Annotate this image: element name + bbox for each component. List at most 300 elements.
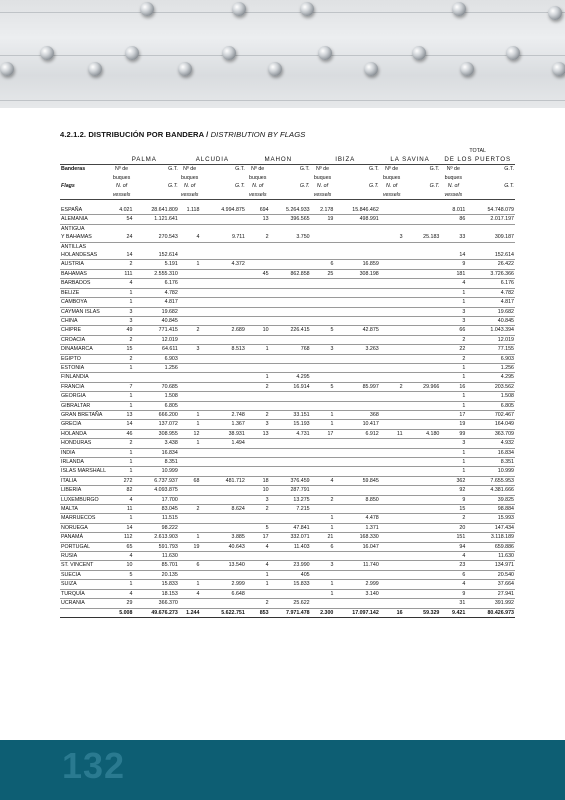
vessels-count: 31 bbox=[440, 599, 466, 608]
rivet-icon bbox=[318, 46, 332, 60]
section-title-es: 4.2.1.2. DISTRIBUCIÓN POR BANDERA / bbox=[60, 130, 209, 139]
vessels-count: 1 bbox=[311, 514, 335, 523]
gross-tonnage: 768 bbox=[270, 345, 311, 354]
vessels-count: 1.118 bbox=[179, 206, 201, 215]
total-value: 16 bbox=[380, 608, 404, 617]
gross-tonnage: 702.467 bbox=[466, 410, 515, 419]
table-row bbox=[60, 363, 515, 372]
gross-tonnage bbox=[270, 439, 311, 448]
gross-tonnage: 83.045 bbox=[133, 505, 178, 514]
vessels-count: 6 bbox=[311, 260, 335, 269]
vessels-count: 1 bbox=[440, 288, 466, 297]
gt-col-label-en: G.T. bbox=[429, 183, 440, 190]
gross-tonnage: 4.994.875 bbox=[200, 206, 245, 215]
gross-tonnage bbox=[270, 224, 311, 233]
vessels-count bbox=[380, 589, 404, 598]
vessels-count: 1 bbox=[440, 363, 466, 372]
gross-tonnage: 137.072 bbox=[133, 420, 178, 429]
vessels-count: 10 bbox=[246, 326, 270, 335]
vessels-count bbox=[440, 242, 466, 251]
vessels-count: 3 bbox=[440, 439, 466, 448]
gross-tonnage: 10.999 bbox=[466, 467, 515, 476]
gross-tonnage: 13.275 bbox=[270, 495, 311, 504]
vessels-count bbox=[179, 514, 201, 523]
table-row bbox=[60, 467, 515, 476]
gross-tonnage: 405 bbox=[270, 570, 311, 579]
gross-tonnage: 2.748 bbox=[200, 410, 245, 419]
vessels-count bbox=[380, 467, 404, 476]
vessels-count: 17 bbox=[440, 410, 466, 419]
vessels-count bbox=[380, 224, 404, 233]
vessels-count bbox=[179, 363, 201, 372]
flag-name: FINLANDIA bbox=[60, 373, 110, 382]
vessels-count: 1 bbox=[311, 410, 335, 419]
vessels-count bbox=[110, 224, 134, 233]
vessels-count: 19 bbox=[440, 420, 466, 429]
gross-tonnage: 152.614 bbox=[133, 251, 178, 260]
table-row bbox=[60, 354, 515, 363]
vessels-count: 1 bbox=[440, 401, 466, 410]
gross-tonnage bbox=[200, 373, 245, 382]
gross-tonnage: 20.135 bbox=[133, 570, 178, 579]
total-value: 5.622.751 bbox=[200, 608, 245, 617]
gross-tonnage: 332.071 bbox=[270, 533, 311, 542]
vessels-count: 29 bbox=[110, 599, 134, 608]
gross-tonnage: 7.655.953 bbox=[466, 476, 515, 485]
gross-tonnage: 6.903 bbox=[133, 354, 178, 363]
vessels-col-label-en: vessels bbox=[380, 191, 404, 200]
table-row bbox=[60, 542, 515, 551]
vessels-count: 46 bbox=[110, 429, 134, 438]
vessels-count bbox=[311, 392, 335, 401]
vessels-count: 4 bbox=[246, 561, 270, 570]
gross-tonnage: 25.183 bbox=[404, 233, 441, 242]
rivet-icon bbox=[88, 62, 102, 76]
gross-tonnage bbox=[200, 335, 245, 344]
gt-col-spacer bbox=[133, 191, 178, 200]
gross-tonnage: 27.941 bbox=[466, 589, 515, 598]
rivet-icon bbox=[548, 6, 562, 20]
vessels-count bbox=[380, 458, 404, 467]
gross-tonnage bbox=[200, 354, 245, 363]
rivet-icon bbox=[300, 2, 314, 16]
gross-tonnage: 287.791 bbox=[270, 486, 311, 495]
gross-tonnage: 8.351 bbox=[133, 458, 178, 467]
vessels-count: 16 bbox=[440, 382, 466, 391]
flag-name: ITALIA bbox=[60, 476, 110, 485]
gt-col-label-en: G.T. bbox=[504, 183, 514, 190]
table-row bbox=[60, 476, 515, 485]
vessels-count: 272 bbox=[110, 476, 134, 485]
panel-seam bbox=[0, 55, 565, 56]
gross-tonnage bbox=[404, 410, 441, 419]
table-row bbox=[60, 599, 515, 608]
gross-tonnage bbox=[200, 401, 245, 410]
vessels-count bbox=[246, 439, 270, 448]
gross-tonnage: 19.682 bbox=[133, 307, 178, 316]
vessels-count: 20 bbox=[440, 523, 466, 532]
gross-tonnage: 1.508 bbox=[466, 392, 515, 401]
vessels-count bbox=[380, 269, 404, 278]
gross-tonnage bbox=[270, 298, 311, 307]
vessels-count: 1 bbox=[179, 439, 201, 448]
gross-tonnage bbox=[270, 251, 311, 260]
gross-tonnage: 10.999 bbox=[133, 467, 178, 476]
gross-tonnage bbox=[133, 242, 178, 251]
vessels-count bbox=[179, 224, 201, 233]
gross-tonnage: 1.121.641 bbox=[133, 215, 178, 224]
vessels-count bbox=[380, 514, 404, 523]
gt-col-label: G.T. bbox=[504, 166, 514, 173]
vessels-count: 5 bbox=[110, 570, 134, 579]
total-value: 59.329 bbox=[404, 608, 441, 617]
gt-col-spacer bbox=[466, 174, 515, 182]
gross-tonnage: 6.912 bbox=[334, 429, 379, 438]
vessels-count: 2 bbox=[246, 505, 270, 514]
gt-col-spacer bbox=[404, 174, 441, 182]
gross-tonnage: 2.555.310 bbox=[133, 269, 178, 278]
vessels-count: 2 bbox=[110, 260, 134, 269]
vessels-count: 19 bbox=[179, 542, 201, 551]
vessels-count bbox=[311, 316, 335, 325]
gross-tonnage bbox=[200, 269, 245, 278]
section-title-en: DISTRIBUTION BY FLAGS bbox=[210, 130, 306, 139]
gross-tonnage bbox=[404, 316, 441, 325]
vessels-count: 11 bbox=[380, 429, 404, 438]
vessels-count bbox=[179, 382, 201, 391]
gross-tonnage: 7.215 bbox=[270, 505, 311, 514]
gross-tonnage: 8.351 bbox=[466, 458, 515, 467]
gross-tonnage: 6.737.937 bbox=[133, 476, 178, 485]
gross-tonnage bbox=[404, 467, 441, 476]
vessels-count: 19 bbox=[311, 215, 335, 224]
flag-name: GIBRALTAR bbox=[60, 401, 110, 410]
vessels-count bbox=[311, 354, 335, 363]
gross-tonnage: 33.151 bbox=[270, 410, 311, 419]
panel-seam bbox=[0, 12, 565, 13]
gross-tonnage: 11.403 bbox=[270, 542, 311, 551]
vessels-count: 9 bbox=[440, 589, 466, 598]
gross-tonnage bbox=[404, 495, 441, 504]
table-row bbox=[60, 316, 515, 325]
gross-tonnage: 6.648 bbox=[200, 589, 245, 598]
port-header-palma: PALMA bbox=[131, 156, 157, 163]
vessels-count: 92 bbox=[440, 486, 466, 495]
vessels-count: 2 bbox=[246, 410, 270, 419]
vessels-count: 362 bbox=[440, 476, 466, 485]
vessels-count: 9 bbox=[440, 495, 466, 504]
vessels-count bbox=[179, 448, 201, 457]
gross-tonnage bbox=[404, 307, 441, 316]
vessels-count bbox=[110, 242, 134, 251]
vessels-count bbox=[380, 580, 404, 589]
gross-tonnage bbox=[200, 523, 245, 532]
gross-tonnage bbox=[404, 439, 441, 448]
gross-tonnage: 4.817 bbox=[466, 298, 515, 307]
vessels-count: 4 bbox=[110, 552, 134, 561]
gross-tonnage bbox=[404, 514, 441, 523]
table-row bbox=[60, 335, 515, 344]
gross-tonnage: 363.709 bbox=[466, 429, 515, 438]
flag-name: BAHAMAS bbox=[60, 269, 110, 278]
gross-tonnage: 38.931 bbox=[200, 429, 245, 438]
vessels-count bbox=[311, 224, 335, 233]
vessels-count bbox=[380, 215, 404, 224]
total-value: 80.426.973 bbox=[466, 608, 515, 617]
gross-tonnage bbox=[334, 448, 379, 457]
gross-tonnage: 8.513 bbox=[200, 345, 245, 354]
riveted-metal-banner bbox=[0, 0, 565, 108]
port-header-la-savina: LA SAVINA bbox=[390, 156, 430, 163]
gross-tonnage: 270.543 bbox=[133, 233, 178, 242]
gross-tonnage bbox=[334, 373, 379, 382]
total-row bbox=[60, 608, 515, 617]
gross-tonnage: 37.664 bbox=[466, 580, 515, 589]
gross-tonnage bbox=[404, 298, 441, 307]
gross-tonnage bbox=[270, 242, 311, 251]
gross-tonnage: 98.884 bbox=[466, 505, 515, 514]
vessels-count: 2.178 bbox=[311, 206, 335, 215]
vessels-col-label-en: N. of bbox=[447, 183, 459, 190]
vessels-count: 2 bbox=[110, 335, 134, 344]
vessels-count: 2 bbox=[380, 382, 404, 391]
gross-tonnage bbox=[404, 458, 441, 467]
vessels-count: 694 bbox=[246, 206, 270, 215]
vessels-count: 3 bbox=[246, 495, 270, 504]
vessels-col-label: buques bbox=[444, 174, 463, 181]
gross-tonnage: 19.682 bbox=[466, 307, 515, 316]
vessels-count bbox=[380, 307, 404, 316]
vessels-count bbox=[246, 242, 270, 251]
vessels-count: 15 bbox=[110, 345, 134, 354]
flag-name: SUECIA bbox=[60, 570, 110, 579]
gross-tonnage: 40.845 bbox=[466, 316, 515, 325]
gross-tonnage: 308.198 bbox=[334, 269, 379, 278]
flag-name: RUSIA bbox=[60, 552, 110, 561]
rivet-icon bbox=[178, 62, 192, 76]
gross-tonnage: 3.750 bbox=[270, 233, 311, 242]
gross-tonnage: 64.611 bbox=[133, 345, 178, 354]
vessels-count: 18 bbox=[246, 476, 270, 485]
gross-tonnage bbox=[200, 467, 245, 476]
gross-tonnage: 29.966 bbox=[404, 382, 441, 391]
flag-name: HONDURAS bbox=[60, 439, 110, 448]
vessels-count bbox=[179, 251, 201, 260]
gross-tonnage: 2.999 bbox=[334, 580, 379, 589]
vessels-count bbox=[380, 242, 404, 251]
vessels-count: 21 bbox=[311, 533, 335, 542]
gross-tonnage: 54.748.079 bbox=[466, 206, 515, 215]
table-row bbox=[60, 206, 515, 215]
vessels-count bbox=[179, 307, 201, 316]
flag-name: EGIPTO bbox=[60, 354, 110, 363]
rivet-icon bbox=[232, 2, 246, 16]
vessels-count: 2 bbox=[440, 354, 466, 363]
gross-tonnage: 376.459 bbox=[270, 476, 311, 485]
gross-tonnage: 4.782 bbox=[133, 288, 178, 297]
vessels-count: 1 bbox=[246, 345, 270, 354]
vessels-count bbox=[380, 552, 404, 561]
vessels-col-label-en: N. of bbox=[115, 183, 128, 190]
vessels-count: 3 bbox=[179, 345, 201, 354]
gross-tonnage: 25.622 bbox=[270, 599, 311, 608]
gross-tonnage: 4.093.875 bbox=[133, 486, 178, 495]
vessels-count: 14 bbox=[110, 251, 134, 260]
table-row bbox=[60, 307, 515, 316]
vessels-count bbox=[440, 224, 466, 233]
gross-tonnage bbox=[404, 354, 441, 363]
gross-tonnage bbox=[404, 561, 441, 570]
table-row bbox=[60, 439, 515, 448]
vessels-count: 13 bbox=[246, 215, 270, 224]
gross-tonnage: 8.850 bbox=[334, 495, 379, 504]
gross-tonnage bbox=[404, 420, 441, 429]
vessels-count: 2 bbox=[179, 326, 201, 335]
vessels-count bbox=[179, 215, 201, 224]
gross-tonnage: 6.176 bbox=[466, 279, 515, 288]
gt-col-label: G.T. bbox=[299, 166, 310, 173]
gt-col-spacer bbox=[200, 174, 245, 182]
vessels-count bbox=[380, 326, 404, 335]
vessels-count: 1 bbox=[440, 467, 466, 476]
vessels-count bbox=[311, 233, 335, 242]
gross-tonnage: 70.685 bbox=[133, 382, 178, 391]
table-row bbox=[60, 233, 515, 242]
flag-name: ANTILLAS bbox=[61, 243, 87, 250]
gross-tonnage: 366.370 bbox=[133, 599, 178, 608]
vessels-count: 5 bbox=[311, 326, 335, 335]
table-row bbox=[60, 298, 515, 307]
vessels-count bbox=[246, 316, 270, 325]
gross-tonnage bbox=[200, 298, 245, 307]
vessels-count: 10 bbox=[246, 486, 270, 495]
gross-tonnage: 39.825 bbox=[466, 495, 515, 504]
gross-tonnage: 591.793 bbox=[133, 542, 178, 551]
gross-tonnage: 3.140 bbox=[334, 589, 379, 598]
gross-tonnage bbox=[133, 373, 178, 382]
vessels-count bbox=[246, 458, 270, 467]
gross-tonnage bbox=[334, 307, 379, 316]
gross-tonnage: 1.367 bbox=[200, 420, 245, 429]
gross-tonnage bbox=[404, 599, 441, 608]
gross-tonnage bbox=[404, 580, 441, 589]
vessels-count bbox=[380, 288, 404, 297]
gross-tonnage: 16.914 bbox=[270, 382, 311, 391]
vessels-count bbox=[311, 335, 335, 344]
gross-tonnage: 2.999 bbox=[200, 580, 245, 589]
gross-tonnage bbox=[404, 335, 441, 344]
vessels-count: 4.021 bbox=[110, 206, 134, 215]
table-row bbox=[60, 552, 515, 561]
gross-tonnage: 85.701 bbox=[133, 561, 178, 570]
table-row bbox=[60, 401, 515, 410]
vessels-count bbox=[246, 260, 270, 269]
flag-name: LIBERIA bbox=[60, 486, 110, 495]
vessels-count bbox=[179, 570, 201, 579]
vessels-count bbox=[246, 589, 270, 598]
rivet-icon bbox=[452, 2, 466, 16]
vessels-count: 68 bbox=[179, 476, 201, 485]
vessels-count bbox=[380, 542, 404, 551]
gross-tonnage bbox=[270, 458, 311, 467]
gross-tonnage: 5.191 bbox=[133, 260, 178, 269]
total-value: 5.008 bbox=[110, 608, 134, 617]
vessels-count: 1 bbox=[179, 420, 201, 429]
flag-col-label-es: Banderas bbox=[61, 166, 86, 173]
flag-name: INDIA bbox=[60, 448, 110, 457]
gt-col-label-en: G.T. bbox=[235, 183, 245, 190]
vessels-count: 4 bbox=[110, 495, 134, 504]
vessels-col-label-en: vessels bbox=[246, 191, 270, 200]
vessels-count bbox=[246, 363, 270, 372]
vessels-count: 14 bbox=[110, 420, 134, 429]
gross-tonnage bbox=[334, 298, 379, 307]
vessels-count bbox=[311, 298, 335, 307]
gross-tonnage: 85.997 bbox=[334, 382, 379, 391]
gt-col-spacer bbox=[270, 174, 311, 182]
gt-col-label-en: G.T. bbox=[368, 183, 379, 190]
vessels-count: 17 bbox=[311, 429, 335, 438]
gross-tonnage bbox=[404, 269, 441, 278]
vessels-count: 99 bbox=[440, 429, 466, 438]
page-number: 132 bbox=[62, 745, 126, 786]
gross-tonnage bbox=[404, 206, 441, 215]
vessels-count: 2 bbox=[311, 495, 335, 504]
gross-tonnage: 6.176 bbox=[133, 279, 178, 288]
flag-name: UCRANIA bbox=[60, 599, 110, 608]
gross-tonnage bbox=[270, 467, 311, 476]
vessels-count bbox=[380, 260, 404, 269]
vessels-col-label: buques bbox=[249, 174, 267, 181]
table-body bbox=[60, 206, 515, 617]
vessels-count: 4 bbox=[110, 589, 134, 598]
flag-name: Y BAHAMAS bbox=[60, 233, 110, 242]
gross-tonnage: 20.540 bbox=[466, 570, 515, 579]
vessels-count bbox=[380, 523, 404, 532]
vessels-count: 4 bbox=[179, 233, 201, 242]
vessels-count: 5 bbox=[246, 523, 270, 532]
table-row bbox=[60, 561, 515, 570]
gross-tonnage: 368 bbox=[334, 410, 379, 419]
gross-tonnage bbox=[334, 316, 379, 325]
gross-tonnage bbox=[200, 215, 245, 224]
vessels-count: 4 bbox=[440, 279, 466, 288]
gross-tonnage: 77.155 bbox=[466, 345, 515, 354]
gross-tonnage bbox=[334, 288, 379, 297]
vessels-count bbox=[380, 354, 404, 363]
vessels-count bbox=[311, 279, 335, 288]
vessels-count bbox=[179, 392, 201, 401]
flag-col-spacer bbox=[60, 174, 110, 182]
vessels-count bbox=[246, 335, 270, 344]
gross-tonnage: 12.019 bbox=[466, 335, 515, 344]
vessels-count bbox=[246, 288, 270, 297]
vessels-count: 111 bbox=[110, 269, 134, 278]
vessels-col-label-en: vessels bbox=[440, 191, 466, 200]
gross-tonnage bbox=[270, 260, 311, 269]
vessels-col-label: Nº de bbox=[385, 166, 399, 173]
gross-tonnage: 203.562 bbox=[466, 382, 515, 391]
vessels-count: 3 bbox=[380, 233, 404, 242]
gross-tonnage bbox=[200, 307, 245, 316]
vessels-count bbox=[380, 486, 404, 495]
gross-tonnage: 12.019 bbox=[133, 335, 178, 344]
vessels-count bbox=[179, 354, 201, 363]
gross-tonnage bbox=[200, 570, 245, 579]
vessels-count bbox=[246, 467, 270, 476]
vessels-count bbox=[380, 410, 404, 419]
total-header: TOTAL bbox=[469, 148, 486, 155]
